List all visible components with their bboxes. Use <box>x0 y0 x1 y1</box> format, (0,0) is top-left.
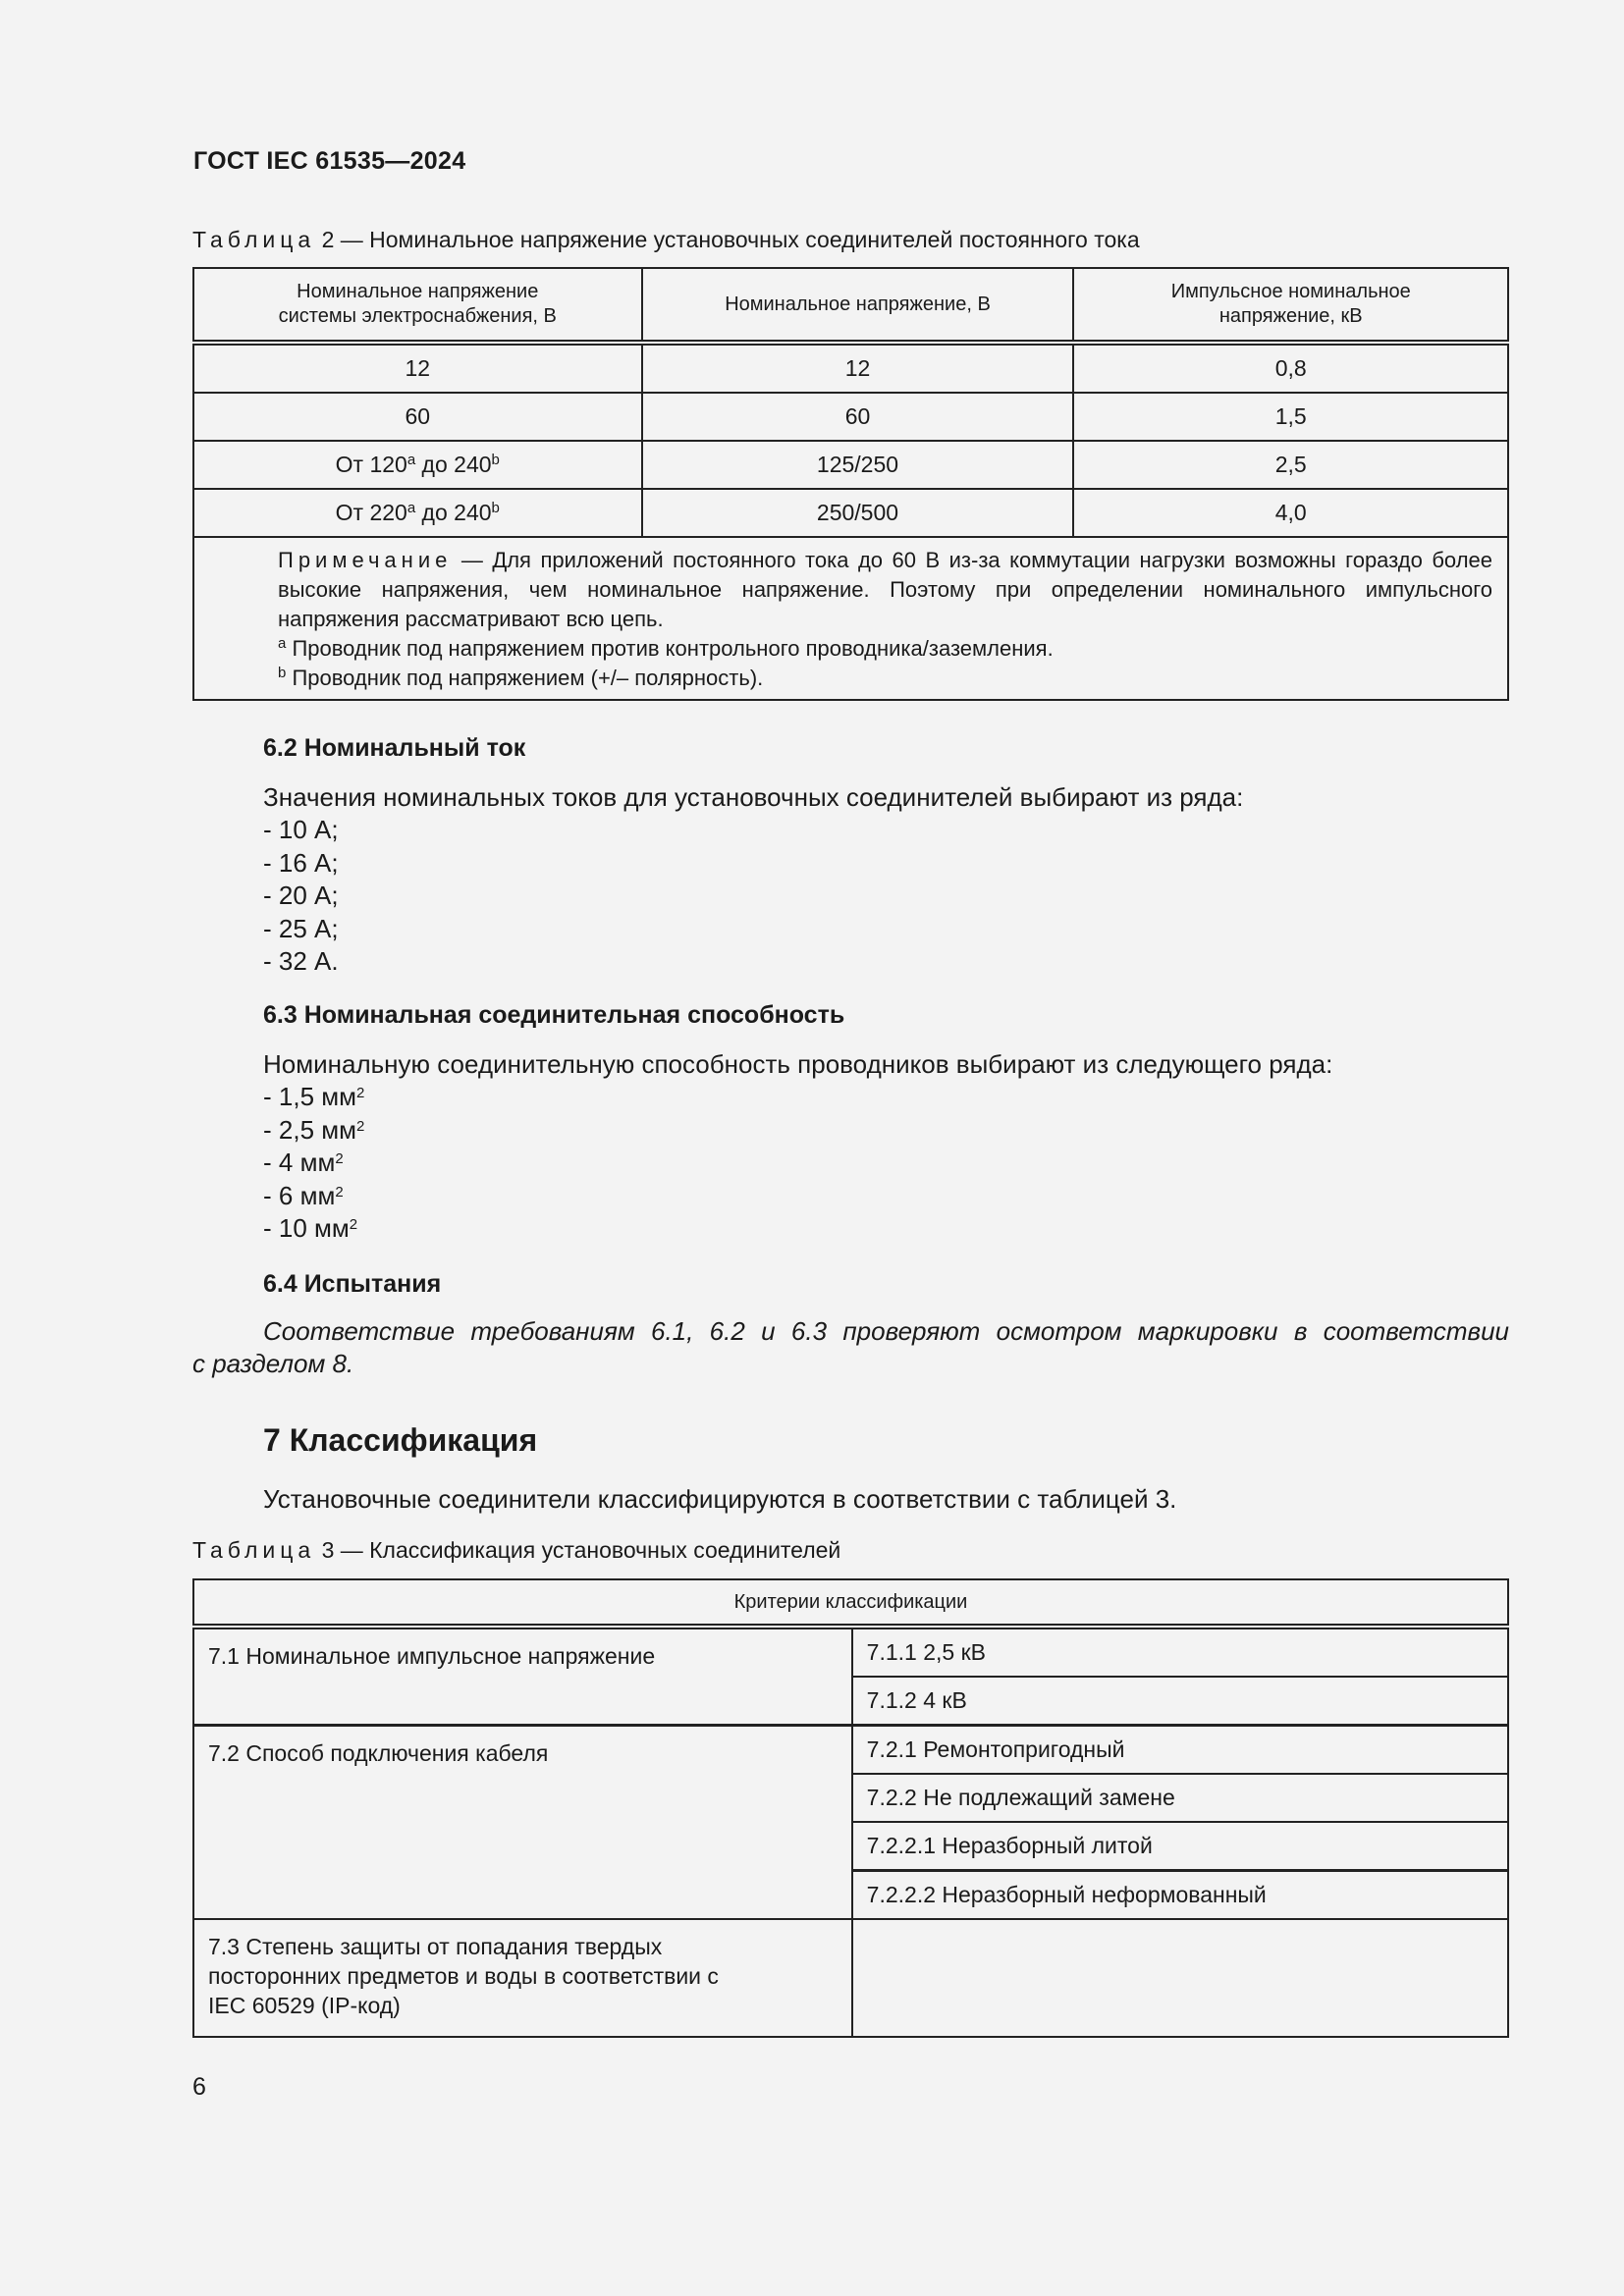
table3-header: Критерии классификации <box>193 1579 1508 1627</box>
table-cell: От 220$^a$ до 240$^b$ <box>193 489 642 537</box>
table2-caption <box>192 227 1140 253</box>
list-item: - 16 А; <box>263 847 339 878</box>
table-cell: 1,5 <box>1073 393 1508 441</box>
table-cell: 7.2.2 Не подлежащий замене <box>852 1774 1508 1822</box>
table3-criterion-7-2: 7.2 Способ подключения кабеля <box>193 1726 852 1920</box>
page-number: 6 <box>192 2073 206 2101</box>
section-6-4-text-line2: с разделом 8. <box>192 1349 354 1378</box>
table-cell: 250/500 <box>642 489 1074 537</box>
table3-criterion-7-3: 7.3 Степень защиты от попадания твердых посторонних предметов и воды в соответствии с IEC 60529 (IP-код) <box>193 1919 852 2037</box>
list-item: - 32 А. <box>263 946 339 976</box>
table-cell: 4,0 <box>1073 489 1508 537</box>
table2-note <box>193 537 1508 700</box>
section-6-2-title: 6.2 Номинальный ток <box>263 734 526 762</box>
table3-caption-prefix: Таблица <box>192 1537 316 1563</box>
table-row <box>193 343 1508 393</box>
table-row <box>193 441 1508 489</box>
section-6-3-intro: Номинальную соединительную способность проводников выбирают из следующего ряда: <box>263 1049 1333 1079</box>
table-cell: 60 <box>193 393 642 441</box>
list-item: - 6 $мм^2$ <box>263 1180 344 1210</box>
section-6-2-intro: Значения номинальных токов для установочных соединителей выбирают из ряда: <box>263 782 1244 812</box>
section-6-3-title: 6.3 Номинальная соединительная способность <box>263 1001 845 1029</box>
list-item: - 1,5 $мм^2$ <box>263 1082 365 1111</box>
table3-caption <box>192 1537 840 1564</box>
section-7-title: 7 Классификация <box>263 1422 538 1458</box>
footnote-a: $^a$ Проводник под напряжением против контрольного проводника/заземления. <box>278 635 1054 661</box>
table-cell: 7.1.2 4 кВ <box>852 1677 1508 1726</box>
section-7-text: Установочные соединители классифицируются в соответствии с таблицей 3. <box>263 1484 1177 1514</box>
table2-header-impulse-voltage: Импульсное номинальное напряжение, кВ <box>1073 268 1508 343</box>
table-cell: 7.2.1 Ремонтопригодный <box>852 1726 1508 1775</box>
list-item: - 4 $мм^2$ <box>263 1148 344 1177</box>
section-6-4-text-line1: Соответствие требованиям 6.1, 6.2 и 6.3 проверяют осмотром маркировки в соответствии <box>263 1316 1509 1346</box>
section-6-3-body <box>263 1048 1332 1246</box>
list-item: - 10 А; <box>263 815 339 844</box>
note-text: — Для приложений постоянного тока до 60 В из-за коммутации нагрузки возможны гораздо более высокие напряжения, чем номинальное напряжение. Поэтому при определении номинального импульсного напряжения рассматривают всю цепь. <box>278 548 1492 631</box>
table-cell: 12 <box>642 343 1074 393</box>
table-row <box>193 1726 1508 1775</box>
section-6-4-title: 6.4 Испытания <box>263 1270 442 1298</box>
table2-caption-prefix: Таблица <box>192 227 316 252</box>
table-row <box>193 1627 1508 1677</box>
table-cell: 0,8 <box>1073 343 1508 393</box>
list-item: - 20 А; <box>263 881 339 910</box>
footnote-b: $^b$ Проводник под напряжением (+/– полярность). <box>278 665 764 690</box>
table-cell: 12 <box>193 343 642 393</box>
table3 <box>192 1578 1509 2038</box>
table-cell <box>852 1919 1508 2037</box>
table-cell: От 120$^a$ до 240$^b$ <box>193 441 642 489</box>
table-cell: 125/250 <box>642 441 1074 489</box>
table-cell: 7.1.1 2,5 кВ <box>852 1627 1508 1677</box>
table-row <box>193 393 1508 441</box>
table2-caption-text: 2 — Номинальное напряжение установочных соединителей постоянного тока <box>315 227 1140 252</box>
table-cell: 7.2.2.1 Неразборный литой <box>852 1822 1508 1871</box>
list-item: - 25 А; <box>263 913 339 943</box>
table2-header-rated-voltage: Номинальное напряжение, В <box>642 268 1074 343</box>
table3-criterion-7-1: 7.1 Номинальное импульсное напряжение <box>193 1627 852 1726</box>
table3-caption-text: 3 — Классификация установочных соединителей <box>315 1537 841 1563</box>
table-row <box>193 489 1508 537</box>
table-row <box>193 1919 1508 2037</box>
table-cell: 2,5 <box>1073 441 1508 489</box>
list-item: - 2,5 $мм^2$ <box>263 1114 365 1145</box>
section-6-2-body <box>263 781 1243 979</box>
document-header: ГОСТ IEC 61535—2024 <box>193 147 466 175</box>
note-label: Примечание <box>278 548 453 572</box>
table-cell: 7.2.2.2 Неразборный неформованный <box>852 1871 1508 1920</box>
table-cell: 60 <box>642 393 1074 441</box>
table2-header-system-voltage: Номинальное напряжение системы электроснабжения, В <box>193 268 642 343</box>
list-item: - 10 $мм^2$ <box>263 1213 358 1243</box>
table2 <box>192 267 1509 701</box>
